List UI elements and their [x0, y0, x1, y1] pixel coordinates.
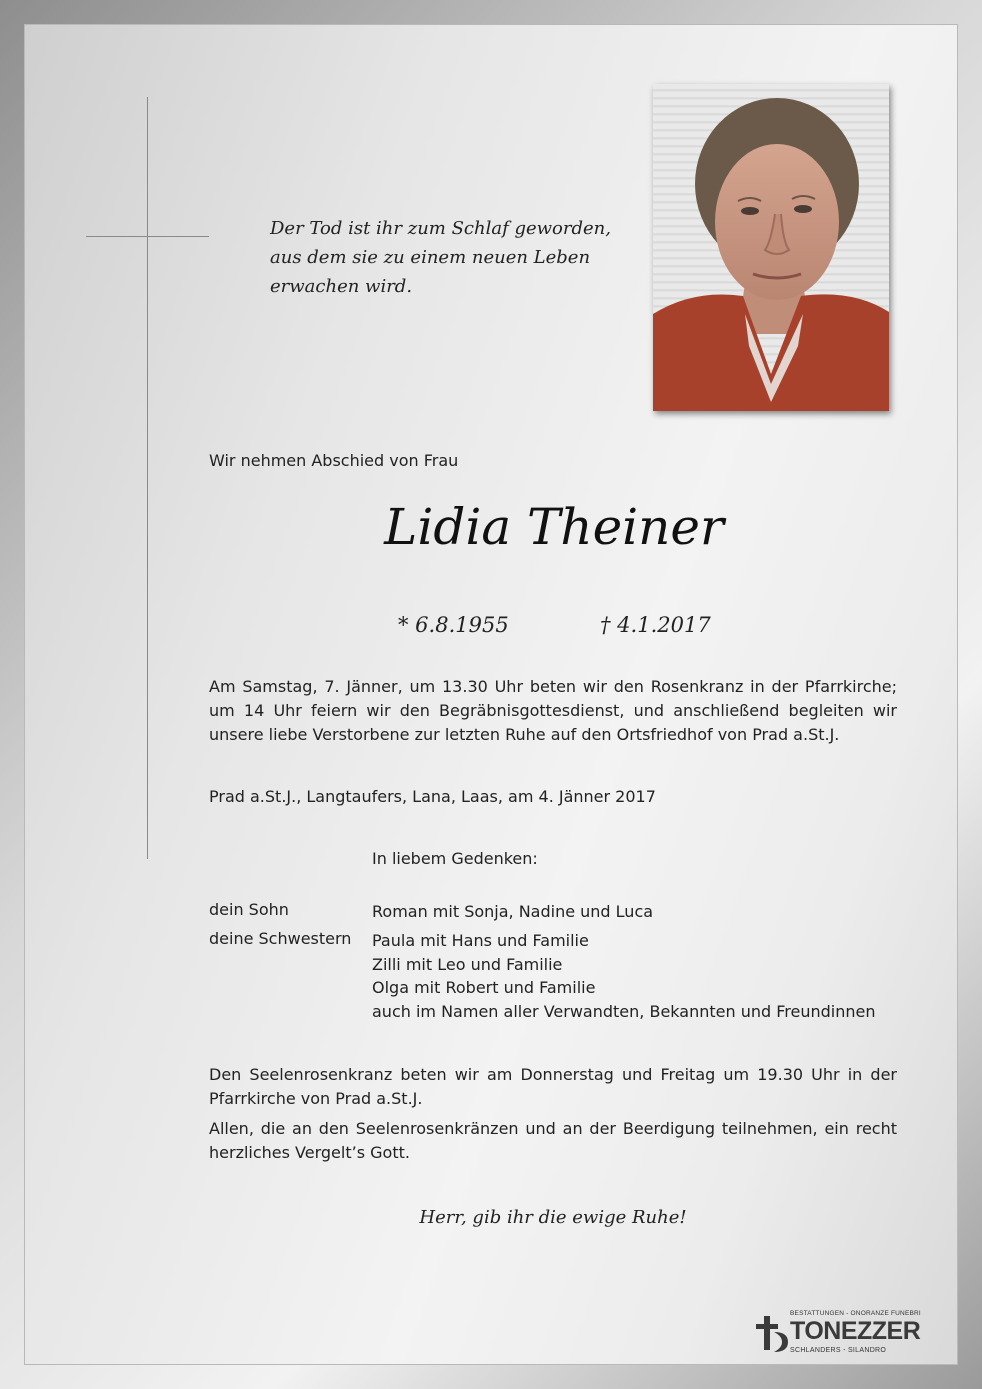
cross-horizontal-line	[86, 236, 209, 237]
relative-name: Roman mit Sonja, Nadine und Luca	[372, 902, 654, 921]
memorial-quote	[270, 214, 610, 301]
portrait-photo	[653, 84, 889, 411]
quote-line: erwachen wird.	[270, 276, 413, 297]
relative-names-son	[372, 900, 653, 924]
relative-name: Olga mit Robert und Familie	[372, 978, 596, 997]
relative-label-son: dein Sohn	[209, 900, 289, 919]
relative-name: Zilli mit Leo und Familie	[372, 954, 563, 974]
cross-vertical-line	[147, 97, 148, 859]
cross-logo-icon	[752, 1314, 792, 1354]
logo-tagline: BESTATTUNGEN - ONORANZE FUNEBRI	[790, 1310, 921, 1317]
intro-line: Wir nehmen Abschied von Frau	[209, 451, 459, 470]
place-and-date: Prad a.St.J., Langtaufers, Lana, Laas, am 4. Jänner 2017	[209, 787, 656, 806]
relative-label-sisters: deine Schwestern	[209, 929, 352, 948]
closing-prayer: Herr, gib ihr die ewige Ruhe!	[419, 1207, 687, 1228]
deceased-name: Lidia Theiner	[384, 498, 724, 556]
quote-line: aus dem sie zu einem neuen Leben	[270, 247, 591, 268]
funeral-home-logo	[752, 1308, 927, 1360]
birth-date: * 6.8.1955	[398, 613, 509, 637]
relative-name: auch im Namen aller Verwandten, Bekannten und Freundinnen	[372, 1001, 876, 1021]
logo-location: SCHLANDERS - SILANDRO	[790, 1347, 887, 1354]
relative-name: Paula mit Hans und Familie	[372, 931, 589, 950]
logo-name: TONEZZER	[790, 1317, 921, 1345]
in-memory-heading: In liebem Gedenken:	[372, 849, 538, 868]
thanks-text: Allen, die an den Seelenrosenkränzen und an der Beerdigung teilnehmen, ein recht herzliches Vergelt’s Gott.	[209, 1119, 897, 1162]
portrait-illustration	[653, 84, 889, 411]
quote-line: Der Tod ist ihr zum Schlaf geworden,	[270, 218, 611, 239]
relative-names-sisters	[372, 929, 875, 1023]
death-date: † 4.1.2017	[600, 613, 711, 637]
rosary-text: Den Seelenrosenkranz beten wir am Donnerstag und Freitag um 19.30 Uhr in der Pfarrkirche von Prad a.St.J.	[209, 1065, 897, 1108]
funeral-service-text: Am Samstag, 7. Jänner, um 13.30 Uhr beten wir den Rosenkranz in der Pfarrkirche; um 14 Uhr feiern wir den Begräbnisgottesdienst, und anschließend begleiten wir unsere liebe Verstorbene zur letzten Ruhe auf den Ortsfriedhof von Prad a.St.J.	[209, 677, 897, 744]
